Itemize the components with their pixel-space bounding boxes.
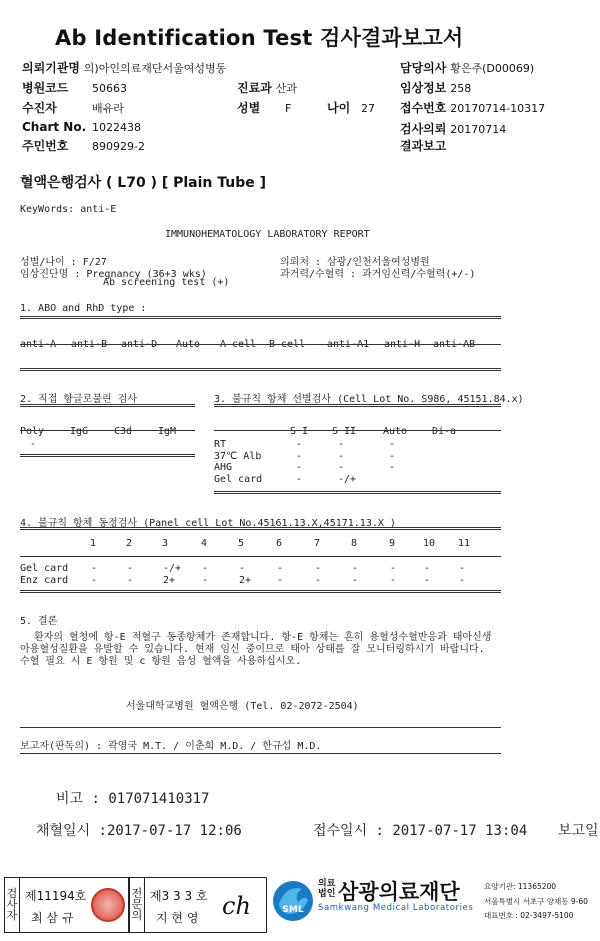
- blood-bank-line: 서울대학교병원 혈액은행 (Tel. 02-2072-2504): [126, 701, 359, 712]
- examiner-license: 제11194호: [25, 889, 87, 903]
- result-report-row: [400, 137, 446, 154]
- s3-bottom-rule: [214, 491, 501, 494]
- s4-cell: -: [424, 575, 431, 586]
- s4-mid-rule: [20, 556, 501, 557]
- s3-row-label: 37℃ Alb: [214, 450, 262, 462]
- s2-columns: [20, 415, 177, 437]
- reporter-bottom-rule: [20, 753, 501, 754]
- s4-col: 10: [423, 538, 436, 549]
- examiner-vertical-label: 검 사 자: [6, 887, 18, 922]
- s2-value: -: [30, 439, 37, 450]
- requester-line: 의뢰처 : 삼광/인천서울여성병원: [280, 257, 430, 268]
- s4-col: 2: [126, 538, 133, 549]
- clinical-info-value: 258: [450, 82, 472, 95]
- request-label: 검사의뢰: [400, 122, 447, 136]
- footer: [0, 875, 600, 941]
- patient-value: 배유라: [92, 102, 124, 115]
- s1-title: 1. ABO and RhD type :: [20, 303, 147, 314]
- conclusion-text: 환자의 혈청에 항-E 적혈구 동종항체가 존재합니다. 항-E 항체는 흔히 용혈성수혈반응과 태아신생아용혈성질환을 유발할 수 있습니다. 현재 임신 중이므로 태아 상태를 잘 모니터링하시기 바랍니다. 수혈 필요 시 E 항원 및 c 항원 음성 혈액을 사용하십시오.: [20, 632, 492, 667]
- diagnosis-extra: Ab screening test (+): [103, 277, 230, 288]
- examiner-name: 최 삼 규: [31, 911, 74, 925]
- s1-col: anti-A: [20, 339, 57, 350]
- diagnosis-line: 임상진단명 : Pregnancy (36+3 wks): [20, 269, 207, 280]
- s3-cell: -: [389, 439, 396, 450]
- specialist-name: 지 현 영: [156, 911, 199, 925]
- receipt-date: 접수일시 : 2017-07-17 13:04: [313, 823, 528, 839]
- hospital-code-label: 병원코드: [22, 81, 69, 95]
- s4-cell: -: [315, 563, 322, 574]
- report-title: Ab Identification Test 검사결과보고서: [55, 26, 464, 50]
- specialist-license: 제3 3 3 호: [150, 889, 208, 903]
- s3-cell: -/+: [338, 473, 357, 485]
- institution-label: 의뢰기관명: [22, 61, 80, 75]
- receipt-no-value: 20170714-10317: [450, 102, 546, 115]
- s1-col: anti-A1: [327, 339, 370, 350]
- s4-cell: -: [315, 575, 322, 586]
- receipt-no-label: 접수번호: [400, 101, 447, 115]
- s2-col: Poly: [20, 426, 45, 437]
- svg-text:SML: SML: [282, 905, 304, 915]
- result-report-label: 결과보고: [400, 139, 447, 153]
- sex-value: F: [285, 102, 292, 115]
- institution-value: 의)아인의료재단서울여성병동: [83, 62, 227, 75]
- s4-cell: -: [390, 563, 397, 574]
- institution-row: [22, 59, 226, 76]
- s1-columns: [20, 328, 476, 350]
- s4-col: 8: [351, 538, 358, 549]
- history-line: 과거력/수혈력 : 과거임신력/수혈력(+/-): [280, 269, 476, 280]
- sex-label: 성별: [237, 101, 261, 115]
- doctor-label: 담당의사: [400, 61, 447, 75]
- s3-cell: -: [338, 450, 345, 462]
- hospital-code-row: [22, 79, 127, 96]
- s3-cell: -: [296, 473, 303, 485]
- s3-cell: -: [296, 450, 303, 462]
- s1-col: Auto: [176, 339, 201, 350]
- s4-cell: 2+: [239, 575, 252, 586]
- request-row: [400, 120, 506, 137]
- reporter-line: 보고자(판독의) : 곽영국 M.T. / 이춘희 M.D. / 한규섭 M.D.: [20, 741, 322, 752]
- s4-cell: -: [424, 563, 431, 574]
- s1-col: B cell: [269, 339, 306, 350]
- s4-col: 1: [90, 538, 97, 549]
- s4-cell: -: [390, 575, 397, 586]
- s4-cell: -/+: [163, 563, 182, 574]
- specialist-box: [129, 877, 267, 933]
- s4-cell: -: [91, 563, 98, 574]
- section-title: 혈액은행검사 ( L70 ) [ Plain Tube ]: [20, 175, 267, 191]
- age-row: [327, 99, 375, 116]
- s1-mid-rule: [20, 344, 501, 345]
- specialist-signature: ch: [222, 892, 251, 920]
- patient-label: 수진자: [22, 101, 57, 115]
- s3-cell: -: [338, 439, 345, 450]
- department-label: 진료과: [237, 81, 272, 95]
- resident-no-label: 주민번호: [22, 139, 69, 153]
- s1-top-rule: [20, 316, 501, 319]
- s2-col: IgM: [158, 426, 177, 437]
- s3-row-label: RT: [214, 439, 227, 450]
- s4-cell: -: [277, 563, 284, 574]
- s4-cell: -: [91, 575, 98, 586]
- clinical-info-row: [400, 79, 471, 96]
- receipt-no-row: [400, 99, 545, 116]
- s4-cell: -: [352, 575, 359, 586]
- s4-cell: -: [277, 575, 284, 586]
- department-value: 산과: [275, 82, 297, 95]
- s3-row-label: AHG: [214, 462, 233, 473]
- s3-cell: -: [296, 439, 303, 450]
- clinical-info-label: 임상정보: [400, 81, 447, 95]
- s4-cell: -: [459, 575, 466, 586]
- s2-title: 2. 직접 항글로불린 검사: [20, 394, 138, 405]
- s2-col: IgG: [70, 426, 89, 437]
- s4-cell: -: [127, 575, 134, 586]
- resident-no-row: [22, 137, 145, 154]
- s4-col: 5: [238, 538, 245, 549]
- sex-age-line: 성별/나이 : F/27: [20, 257, 107, 268]
- s3-cell: -: [389, 462, 396, 473]
- age-label: 나이: [327, 101, 351, 115]
- s4-cell: -: [202, 575, 209, 586]
- s4-col: 9: [389, 538, 396, 549]
- s4-title: 4. 불규칙 항체 동정검사 (Panel cell Lot No.45161.13.X,45171.13.X ): [20, 518, 396, 529]
- examiner-seal-icon: [91, 888, 125, 922]
- s1-col: anti-AB: [433, 339, 476, 350]
- s3-mid-rule: [214, 430, 501, 431]
- chart-no-row: [22, 120, 141, 134]
- hospital-code-value: 50663: [92, 82, 127, 95]
- note-line: 비고 : 017071410317: [56, 791, 210, 807]
- org-prefix: 의료법인: [318, 879, 336, 899]
- s2-mid-rule: [20, 430, 195, 431]
- department-row: [237, 79, 297, 96]
- s3-title: 3. 불규칙 항체 선별검사 (Cell Lot No. S986, 45151.84.x): [214, 394, 524, 405]
- s1-col: A cell: [220, 339, 257, 350]
- s4-bottom-rule: [20, 590, 501, 593]
- s4-cell: -: [202, 563, 209, 574]
- s2-col: C3d: [114, 426, 133, 437]
- s1-col: anti-B: [71, 339, 108, 350]
- s4-cell: -: [459, 563, 466, 574]
- report-date-label: 보고일: [558, 823, 599, 839]
- s2-top-rule: [20, 404, 195, 407]
- s3-col: Auto: [383, 426, 408, 437]
- doctor-value: 황은주(D00069): [450, 62, 535, 75]
- s3-col: S I: [290, 426, 309, 437]
- resident-no-value: 890929-2: [92, 140, 145, 153]
- s3-col: S II: [332, 426, 357, 437]
- s4-col: 3: [162, 538, 169, 549]
- s4-top-rule: [20, 527, 501, 530]
- s3-cell: -: [296, 462, 303, 473]
- s4-col: 11: [458, 538, 471, 549]
- org-code: 요양기관: 11365200: [484, 882, 557, 891]
- chart-no-label: Chart No.: [22, 120, 87, 134]
- s5-title: 5. 결론: [20, 616, 58, 627]
- s4-cell: -: [239, 563, 246, 574]
- s3-col: Di-a: [432, 426, 457, 437]
- sml-logo-icon: [272, 880, 314, 922]
- reporter-top-rule: [20, 727, 501, 728]
- s1-col: anti-D: [121, 339, 158, 350]
- s4-row-label: Gel card: [20, 563, 69, 574]
- s3-top-rule: [214, 404, 501, 407]
- s4-cell: -: [352, 563, 359, 574]
- collect-date: 채혈일시 :2017-07-17 12:06: [36, 823, 242, 839]
- org-phone: 대표번호 : 02-3497-5100: [484, 911, 574, 920]
- s4-col: 4: [201, 538, 208, 549]
- examiner-box: [4, 877, 129, 933]
- s1-bottom-rule: [20, 368, 501, 371]
- s4-cell: -: [127, 563, 134, 574]
- report-heading: IMMUNOHEMATOLOGY LABORATORY REPORT: [165, 229, 370, 240]
- chart-no-value: 1022438: [92, 121, 141, 134]
- age-value: 27: [361, 102, 375, 115]
- s3-cell: -: [338, 462, 345, 473]
- org-english-name: Samkwang Medical Laboratories: [318, 903, 474, 913]
- s1-col: anti-H: [384, 339, 421, 350]
- s3-row-label: Gel card: [214, 473, 263, 485]
- doctor-row: [400, 59, 534, 76]
- s3-cell: -: [389, 450, 396, 462]
- keywords: KeyWords: anti-E: [20, 204, 117, 215]
- s4-row-label: Enz card: [20, 575, 69, 586]
- patient-row: [22, 99, 124, 116]
- s4-col: 6: [276, 538, 283, 549]
- sex-row: [237, 99, 291, 116]
- s4-cell: 2+: [163, 575, 176, 586]
- s4-col: 7: [314, 538, 321, 549]
- s2-bottom-rule: [20, 454, 195, 457]
- org-address: 서울특별시 서초구 양재동 9-60: [484, 897, 588, 906]
- s3-columns: [214, 415, 457, 437]
- request-value: 20170714: [450, 123, 507, 136]
- specialist-vertical-label: 전 문 의: [131, 887, 143, 922]
- org-name: 삼광의료재단: [338, 880, 460, 904]
